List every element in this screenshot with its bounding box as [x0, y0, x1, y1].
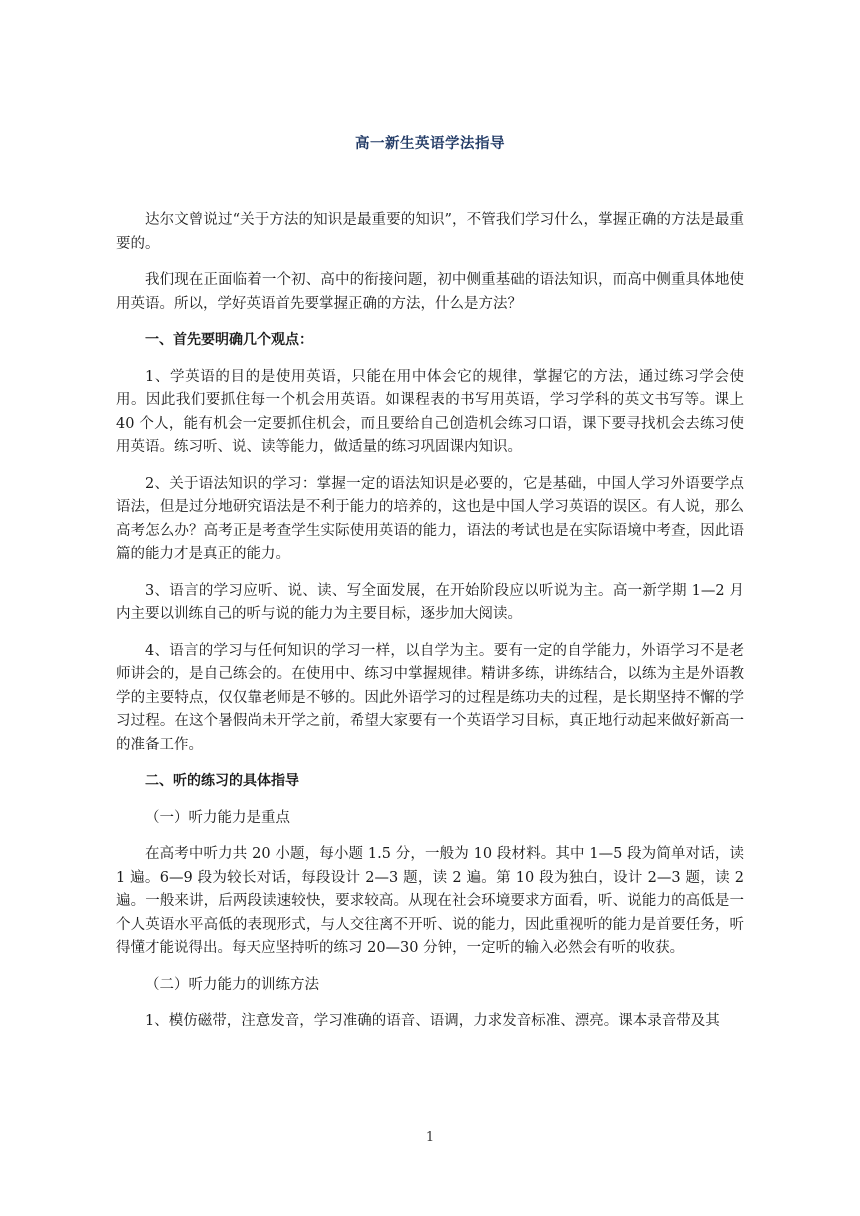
- paragraph: 我们现在正面临着一个初、高中的衔接问题，初中侧重基础的语法知识，而高中侧重具体地使用英语。所以，学好英语首先要掌握正确的方法，什么是方法？: [116, 272, 744, 312]
- paragraph: 3、语言的学习应听、说、读、写全面发展，在开始阶段应以听说为主。高一新学期 1—2 月内主要以训练自己的听与说的能力为主要目标，逐步加大阅读。: [116, 582, 744, 622]
- paragraph: 1、学英语的目的是使用英语，只能在用中体会它的规律，掌握它的方法，通过练习学会使用。因此我们要抓住每一个机会用英语。如课程表的书写用英语，学习学科的英文书写等。课上 40 个人，能有机会一定要抓住机会，而且要给自己创造机会练习口语，课下要寻找机会去练习使用英语。练习听、说、读等能力，做适量的练习巩固课内知识。: [116, 368, 744, 455]
- paragraph: 1、模仿磁带，注意发音，学习准确的语音、语调，力求发音标准、漂亮。课本录音带及其: [145, 1013, 720, 1029]
- document-title: 高一新生英语学法指导: [355, 136, 505, 152]
- document-body: [116, 209, 744, 1047]
- section-heading: 二、听的练习的具体指导: [145, 773, 299, 789]
- paragraph: 2、关于语法知识的学习：掌握一定的语法知识是必要的，它是基础，中国人学习外语要学点语法，但是过分地研究语法是不利于能力的培养的，这也是中国人学习英语的误区。有人说，那么高考怎么办？高考正是考查学生实际使用英语的能力，语法的考试也是在实际语境中考查，因此语篇的能力才是真正的能力。: [116, 475, 744, 562]
- page-number: 1: [425, 1130, 435, 1145]
- subsection-heading: （二）听力能力的训练方法: [145, 976, 319, 993]
- section-heading: 一、首先要明确几个观点：: [145, 332, 313, 348]
- paragraph: 4、语言的学习与任何知识的学习一样，以自学为主。要有一定的自学能力，外语学习不是老师讲会的，是自己练会的。在使用中、练习中掌握规律。精讲多练，讲练结合，以练为主是外语教学的主要特点，仅仅靠老师是不够的。因此外语学习的过程是练功夫的过程，是长期坚持不懈的学习过程。在这个暑假尚未开学之前，希望大家要有一个英语学习目标，真正地行动起来做好新高一的准备工作。: [116, 642, 744, 753]
- subsection-heading: （一）听力能力是重点: [145, 809, 290, 826]
- paragraph: 在高考中听力共 20 小题，每小题 1.5 分，一般为 10 段材料。其中 1—5 段为简单对话，读 1 遍。6—9 段为较长对话，每段设计 2—3 题，读 2 遍。第 10 段为独白，设计 2—3 题，读 2 遍。一般来讲，后两段读速较快，要求较高。从现在社会环境要求方面看，听、说能力的高低是一个人英语水平高低的表现形式，与人交往离不开听、说的能力，因此重视听的能力是首要任务，听得懂才能说得出。每天应坚持听的练习 20—30 分钟，一定听的输入必然会有听的收获。: [116, 846, 744, 956]
- paragraph: 达尔文曾说过“关于方法的知识是最重要的知识”，不管我们学习什么，掌握正确的方法是最重要的。: [116, 212, 744, 252]
